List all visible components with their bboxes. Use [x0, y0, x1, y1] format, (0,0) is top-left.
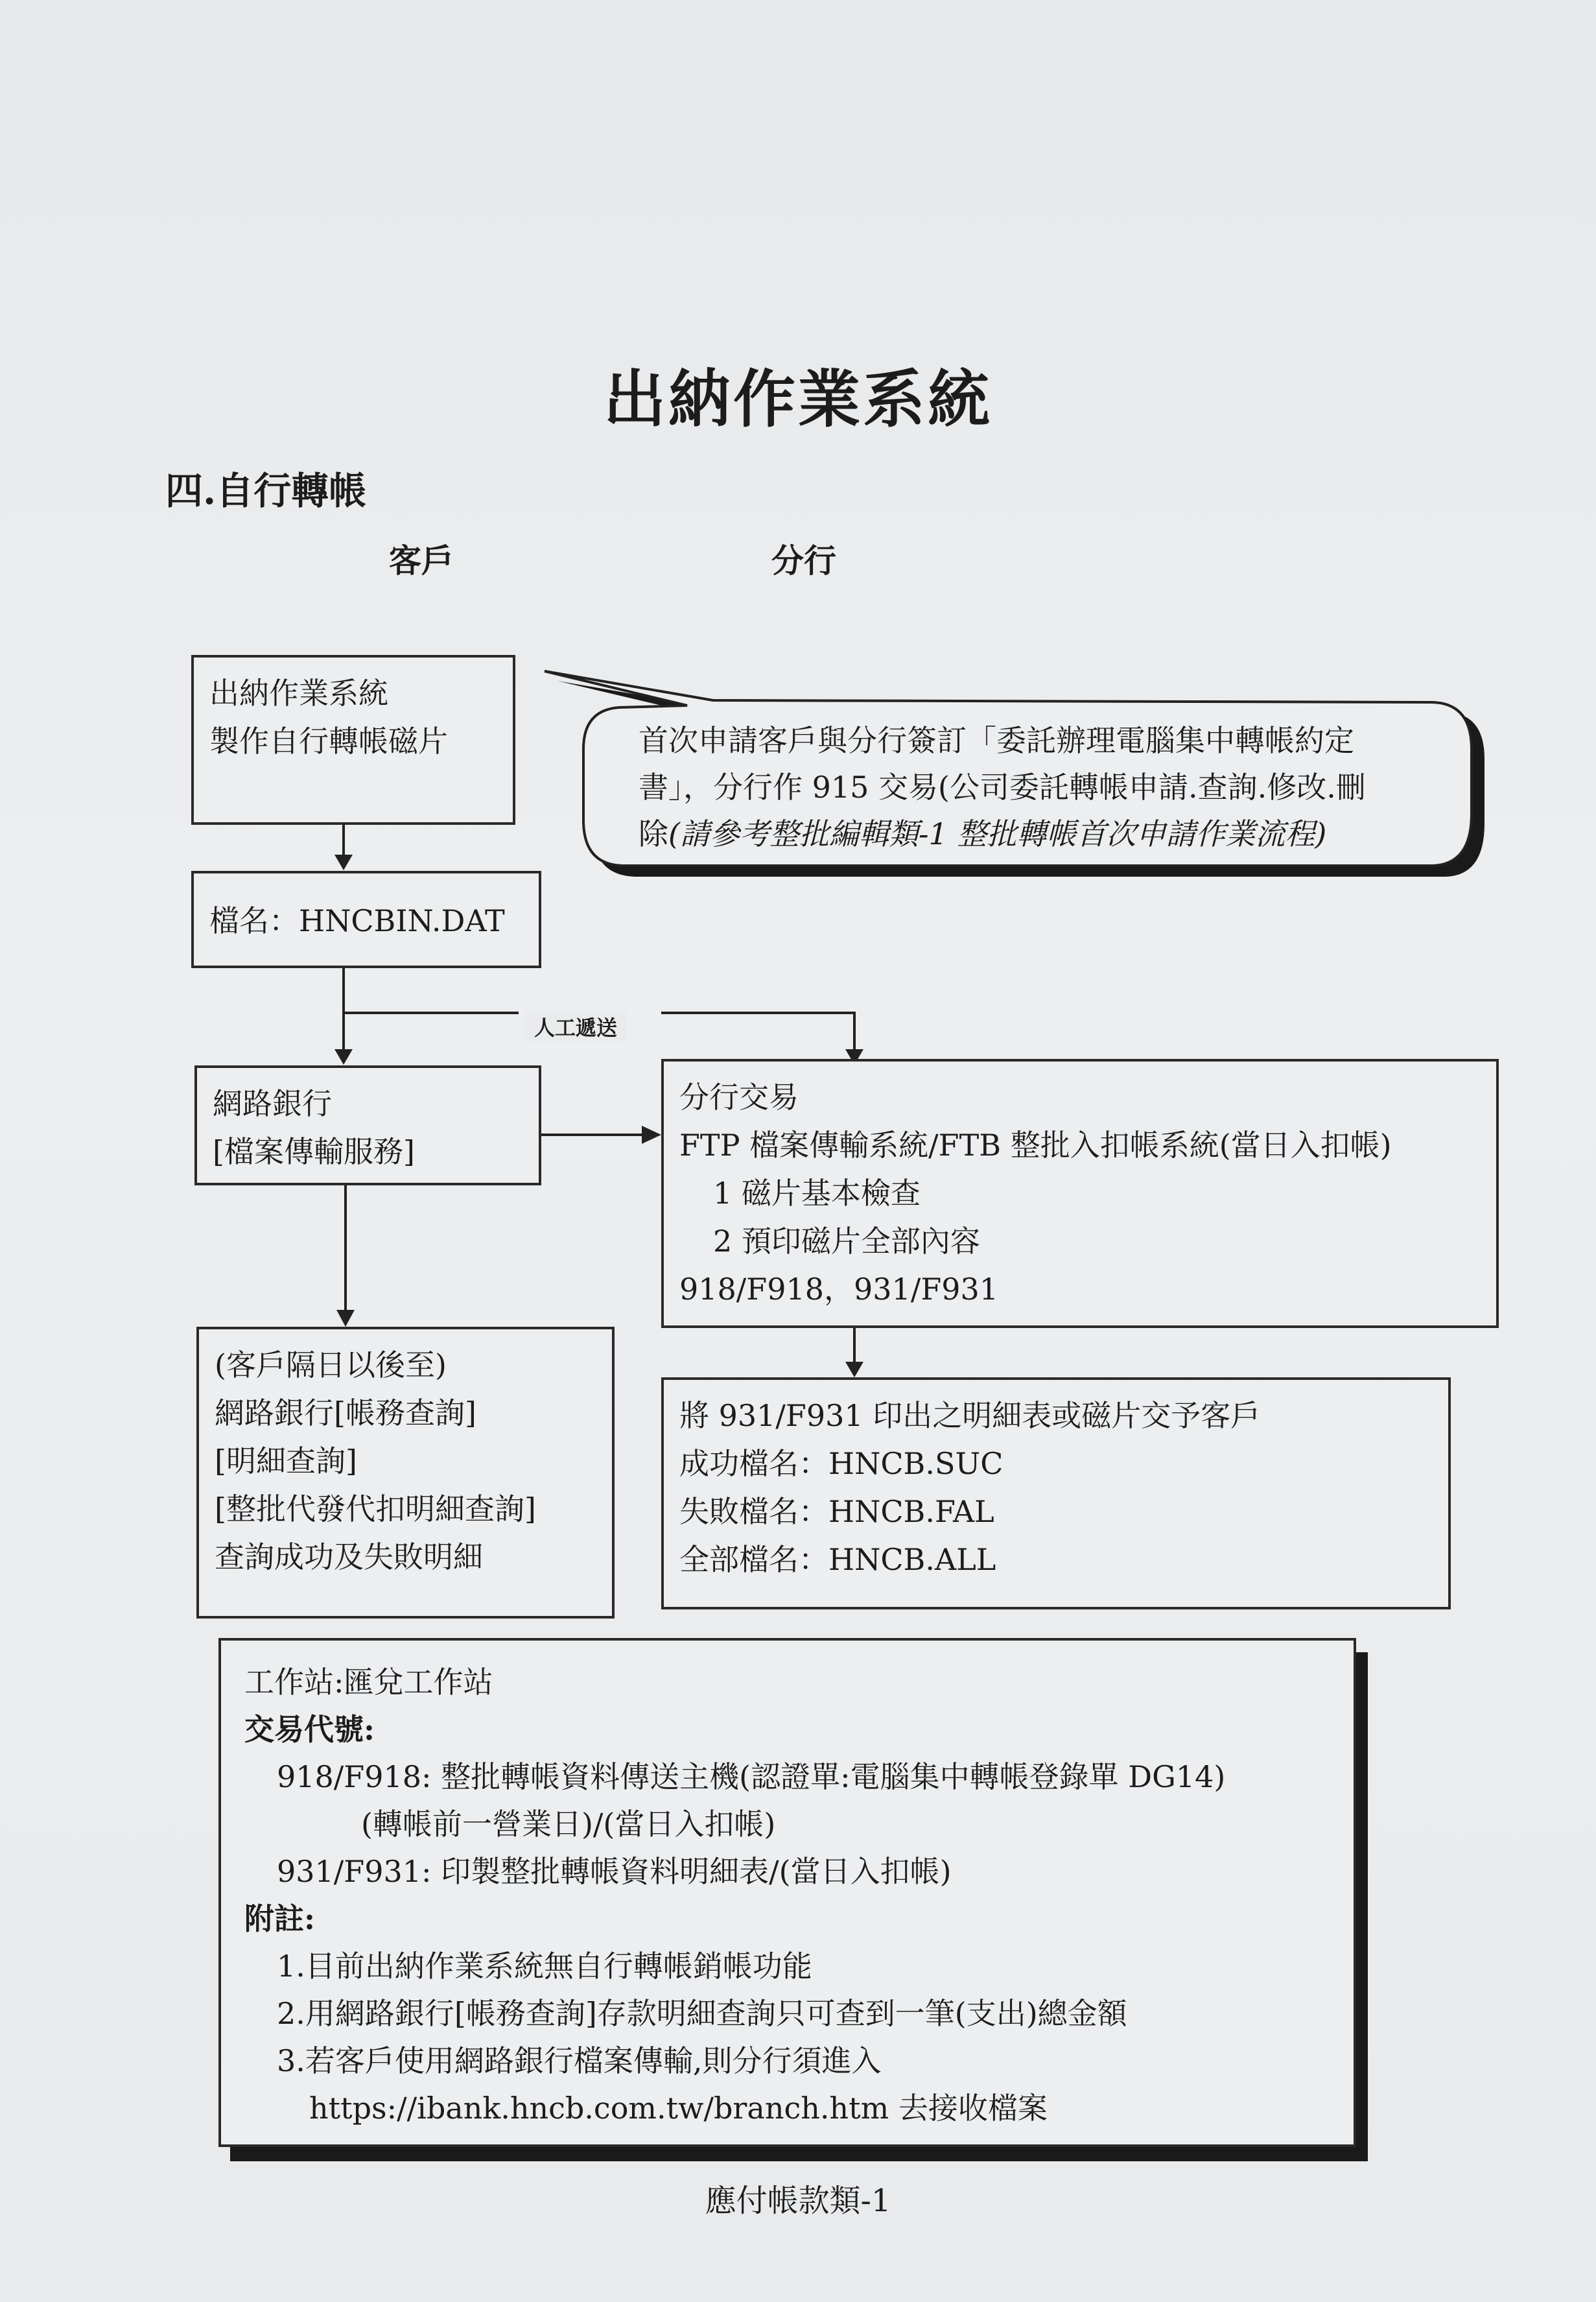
transaction-code-item: 931/F931: 印製整批轉帳資料明細表/(當日入扣帳)	[277, 1854, 952, 1889]
arrowhead	[334, 855, 353, 870]
arrowhead	[642, 1126, 661, 1144]
callout-line: 書」，分行作 915 交易(公司委託轉帳申請.查詢.修改.刪	[639, 770, 1366, 805]
callout-text-prefix: 除	[639, 816, 668, 851]
section-heading: 四.自行轉帳	[165, 469, 367, 513]
callout-line: 首次申請客戶與分行簽訂「委託辦理電腦集中轉帳約定	[639, 723, 1354, 758]
callout-text	[639, 717, 1366, 857]
column-header-branch: 分行	[771, 541, 836, 580]
callout-reference: (請參考整批編輯類-1 整批轉帳首次申請作業流程)	[668, 816, 1327, 851]
box-line: (客戶隔日以後至)	[215, 1347, 447, 1382]
page-footer: 應付帳款類-1	[705, 2183, 891, 2219]
all-filename: 全部檔名：HNCB.ALL	[679, 1542, 996, 1577]
notes-box	[218, 1638, 1356, 2147]
filename-text: 檔名：HNCBIN.DAT	[209, 903, 505, 938]
box-line: FTP 檔案傳輸系統/FTB 整批入扣帳系統(當日入扣帳)	[679, 1128, 1392, 1163]
arrowhead	[334, 1049, 353, 1065]
arrowhead	[845, 1362, 863, 1377]
transaction-codes: 918/F918，931/F931	[679, 1272, 999, 1307]
remark-item: 1.目前出納作業系統無自行轉帳銷帳功能	[277, 1949, 812, 1984]
box-line: [明細查詢]	[215, 1443, 357, 1478]
box-line: 出納作業系統	[209, 676, 388, 711]
box-line: 網路銀行	[213, 1086, 332, 1121]
workstation-text: 工作站:匯兌工作站	[244, 1665, 493, 1700]
transaction-code-item: 918/F918: 整批轉帳資料傳送主機(認證單:電腦集中轉帳登錄單 DG14)	[277, 1759, 1226, 1794]
box-cashier-system	[191, 655, 515, 825]
box-line: 查詢成功及失敗明細	[215, 1539, 483, 1574]
remark-item: 2.用網路銀行[帳務查詢]存款明細查詢只可查到一筆(支出)總金額	[277, 1996, 1127, 2031]
box-branch-transaction	[661, 1059, 1499, 1328]
remark-url: https://ibank.hncb.com.tw/branch.htm 去接收檔案	[309, 2091, 1048, 2126]
box-line: 網路銀行[帳務查詢]	[215, 1395, 476, 1430]
callout-line	[639, 811, 1366, 857]
box-output-files	[661, 1377, 1451, 1609]
box-line: 製作自行轉帳磁片	[209, 724, 448, 759]
box-filename	[191, 871, 541, 968]
remark-item: 3.若客戶使用網路銀行檔案傳輸,則分行須進入	[277, 2043, 882, 2078]
manual-line-right	[661, 1013, 854, 1049]
success-filename: 成功檔名：HNCB.SUC	[679, 1446, 1003, 1481]
transaction-code-item: (轉帳前一營業日)/(當日入扣帳)	[361, 1807, 776, 1842]
page-title: 出納作業系統	[604, 362, 992, 436]
box-line: 分行交易	[679, 1080, 799, 1115]
check-step: 1 磁片基本檢查	[713, 1176, 921, 1211]
check-step: 2 預印磁片全部內容	[713, 1224, 980, 1259]
box-netbank-query	[196, 1327, 615, 1619]
remarks-heading: 附註:	[244, 1901, 315, 1936]
arrowhead	[336, 1310, 355, 1327]
box-line: [檔案傳輸服務]	[213, 1134, 415, 1169]
manual-delivery-label: 人工遞送	[525, 1012, 626, 1041]
column-header-customer: 客戶	[389, 541, 454, 580]
box-line: [整批代發代扣明細查詢]	[215, 1491, 536, 1526]
box-line: 將 931/F931 印出之明細表或磁片交予客戶	[679, 1398, 1261, 1433]
box-netbank-file-transfer	[194, 1065, 541, 1185]
transaction-codes-heading: 交易代號:	[244, 1712, 375, 1747]
failure-filename: 失敗檔名：HNCB.FAL	[679, 1494, 994, 1529]
